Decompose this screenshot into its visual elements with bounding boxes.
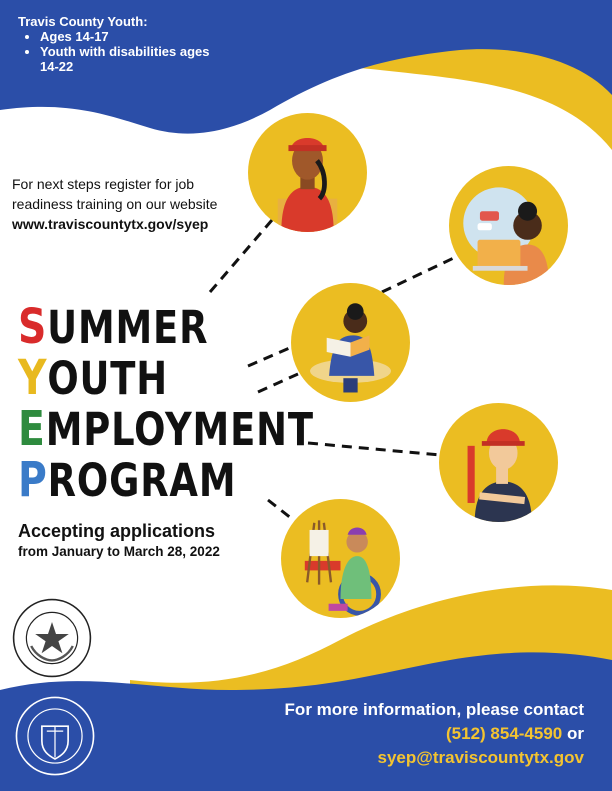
cashier-illustration-icon xyxy=(248,113,367,232)
contact-line1: For more information, please contact xyxy=(284,700,584,719)
eligibility-item: • Ages 14-17 xyxy=(40,29,230,44)
construction-worker-illustration-icon xyxy=(439,403,558,522)
wheelchair-painter-illustration-icon xyxy=(281,499,400,618)
contact-or: or xyxy=(562,724,584,743)
next-steps-block xyxy=(12,174,252,234)
title-line-youth xyxy=(18,350,314,406)
contact-phone[interactable]: (512) 854-4590 xyxy=(446,724,563,743)
title-rest-youth: OUTH xyxy=(47,352,168,405)
title-line-employment xyxy=(18,401,314,457)
title-initial-p: P xyxy=(18,452,48,508)
title-rest-program: ROGRAM xyxy=(47,454,237,507)
laptop-worker-illustration-icon xyxy=(449,166,568,285)
title-rest-summer: UMMER xyxy=(47,301,209,354)
accepting-line2: from January to March 28, 2022 xyxy=(18,544,220,559)
website-link[interactable]: www.traviscountytx.gov/syep xyxy=(12,216,209,232)
accepting-line1: Accepting applications xyxy=(18,521,216,541)
reading-youth-illustration-icon xyxy=(291,283,410,402)
title-initial-s: S xyxy=(18,299,48,355)
eligibility-item: • Youth with disabilities ages 14-22 xyxy=(40,44,230,74)
contact-email[interactable]: syep@traviscountytx.gov xyxy=(377,748,584,767)
connector-2 xyxy=(382,255,460,292)
city-of-austin-seal-icon xyxy=(14,695,96,777)
title-initial-y: Y xyxy=(18,350,48,406)
contact-block xyxy=(285,698,584,770)
next-steps-text: For next steps register for job readiness training on our website xyxy=(12,176,218,212)
county-of-travis-seal-icon xyxy=(12,598,92,678)
eligibility-heading: Travis County Youth: xyxy=(18,14,148,29)
eligibility-block xyxy=(18,14,230,74)
title-line-program xyxy=(18,452,314,508)
title-line-summer xyxy=(18,299,314,355)
accepting-block xyxy=(18,520,220,562)
eligibility-list xyxy=(18,29,230,74)
title-initial-e: E xyxy=(18,401,46,457)
title-rest-employment: MPLOYMENT xyxy=(45,403,314,456)
